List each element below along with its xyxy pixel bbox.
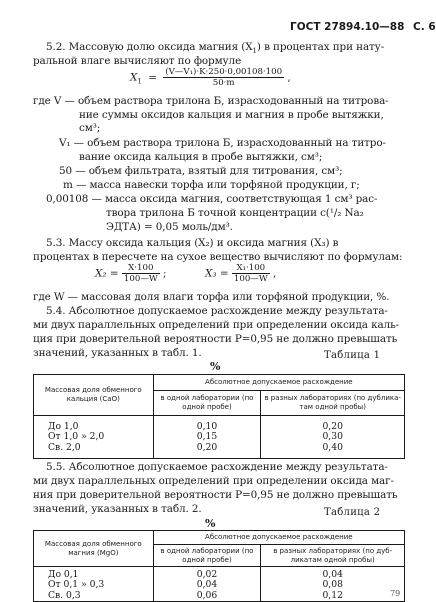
para-5-4-line3: ция при доверительной вероятности P=0,95 не должно превышать	[33, 333, 398, 345]
table1-col-diff-labs: в разных лабораториях (по дублика- там одной пробы)	[261, 391, 405, 416]
para-5-5-line3: ния при доверительной вероятности P=0,95 не должно превышать	[33, 489, 398, 501]
page-number-header: С. 6	[413, 21, 436, 33]
formula-x1-denominator: 50·m	[212, 78, 235, 88]
para-5-2-line1: 5.2. Массовую долю оксида магния $(X_1)$ в процентах при нату-	[46, 41, 385, 56]
page-header	[290, 21, 436, 33]
table2-one-lab-cell: 0,02 0,04 0,06	[153, 567, 261, 602]
table1-caption: Таблица 1	[324, 350, 381, 361]
where-v-2: ние суммы оксидов кальция и магния в пробе вытяжки,	[79, 109, 384, 121]
para-5-5-line2: ми двух параллельных определений при определении оксида маг-	[33, 475, 394, 487]
table2-diff-labs-cell: 0,04 0,08 0,12	[261, 567, 405, 602]
table1-col-param: Массовая доля обменного кальция (CaO)	[34, 375, 154, 416]
table-row: Св. 0,3	[48, 589, 81, 601]
table-row: Св. 2,0	[48, 441, 81, 453]
where-v1: V₁ — объем раствора трилона Б, израсходованный на титро-	[59, 137, 386, 149]
table-row: До 1,0	[48, 421, 79, 432]
table1-range-cell	[34, 416, 154, 459]
table2-col-group: Абсолютное допускаемое расхождение	[153, 531, 404, 545]
formula-x1-numerator: (V—V₁)·K·250·0,00108·100	[165, 67, 283, 77]
para-5-3-line2: процентах в пересчете на сухое вещество вычисляют по формулам:	[33, 251, 403, 263]
where-w: где W — массовая доля влаги торфа или торфяной продукции, %.	[33, 291, 390, 303]
para-5-5-line4: значений, указанных в табл. 2.	[33, 503, 202, 515]
table1-one-lab-cell: 0,10 0,15 0,20	[153, 416, 261, 459]
para-5-4-line1: 5.4. Абсолютное допускаемое расхождение между результата-	[46, 305, 388, 317]
table1-col-group: Абсолютное допускаемое расхождение	[153, 375, 404, 391]
table2	[33, 530, 405, 602]
table1-diff-labs-cell: 0,20 0,30 0,40	[261, 416, 405, 459]
table-row: От 1,0 » 2,0	[48, 431, 105, 443]
table2-col-param: Массовая доля обменного магния (MgO)	[34, 531, 154, 567]
where-50: 50 — объем фильтрата, взятый для титрования, см³;	[59, 165, 343, 177]
where-v: где V — объем раствора трилона Б, израсходованный на титрова-	[33, 95, 389, 107]
table2-unit: %	[205, 517, 216, 530]
where-const-2: твора трилона Б точной концентрации c(¹/₂ Na₂	[106, 207, 364, 219]
formula-x2: X₂ = $\frac{X\cdot 100}{100—W}$ ;	[95, 263, 167, 284]
table1-unit: %	[210, 360, 221, 373]
where-const: 0,00108 — масса оксида магния, соответствующая 1 см³ рас-	[46, 193, 378, 205]
formula-x1: $X_1$ = $\frac{\text{(V—V₁)·K·250·0,00108·100}}{50\cdot m}$ ,	[130, 67, 291, 88]
where-v1-2: вание оксида кальция в пробе вытяжки, см³;	[79, 151, 323, 163]
formula-x3: X₃ = $\frac{\text{X₁·100}}{100—W}$ ,	[205, 263, 277, 284]
table2-caption: Таблица 2	[324, 507, 381, 518]
table-row: До 0,1	[48, 569, 79, 580]
where-m: m — масса навески торфа или торфяной продукции, г;	[63, 179, 360, 191]
table1-col-one-lab: в одной лаборатории (по одной пробе)	[153, 391, 261, 416]
table1	[33, 374, 405, 459]
para-5-3-line1: 5.3. Массу оксида кальция (X₂) и оксида магния (X₃) в	[46, 237, 339, 249]
table-row: От 0,1 » 0,3	[48, 579, 105, 591]
where-const-3: ЭДТА) = 0,05 моль/дм³.	[106, 221, 233, 233]
footer-page-number: 79	[390, 589, 401, 598]
where-v-3: см³;	[79, 122, 101, 134]
table2-col-diff-labs: в разных лабораториях (по дуб- ликатам одной пробы)	[261, 545, 405, 567]
para-5-4-line2: ми двух параллельных определений при определении оксида каль-	[33, 319, 400, 331]
para-5-5-line1: 5.5. Абсолютное допускаемое расхождение между результата-	[46, 461, 388, 473]
standard-code: ГОСТ 27894.10—88	[290, 21, 405, 33]
para-5-4-line4: значений, указанных в табл. 1.	[33, 347, 202, 359]
para-5-2-line2: ральной влаге вычисляют по формуле	[33, 55, 242, 67]
table2-col-one-lab: в одной лаборатории (по одной пробе)	[153, 545, 261, 567]
table2-range-cell	[34, 567, 154, 602]
